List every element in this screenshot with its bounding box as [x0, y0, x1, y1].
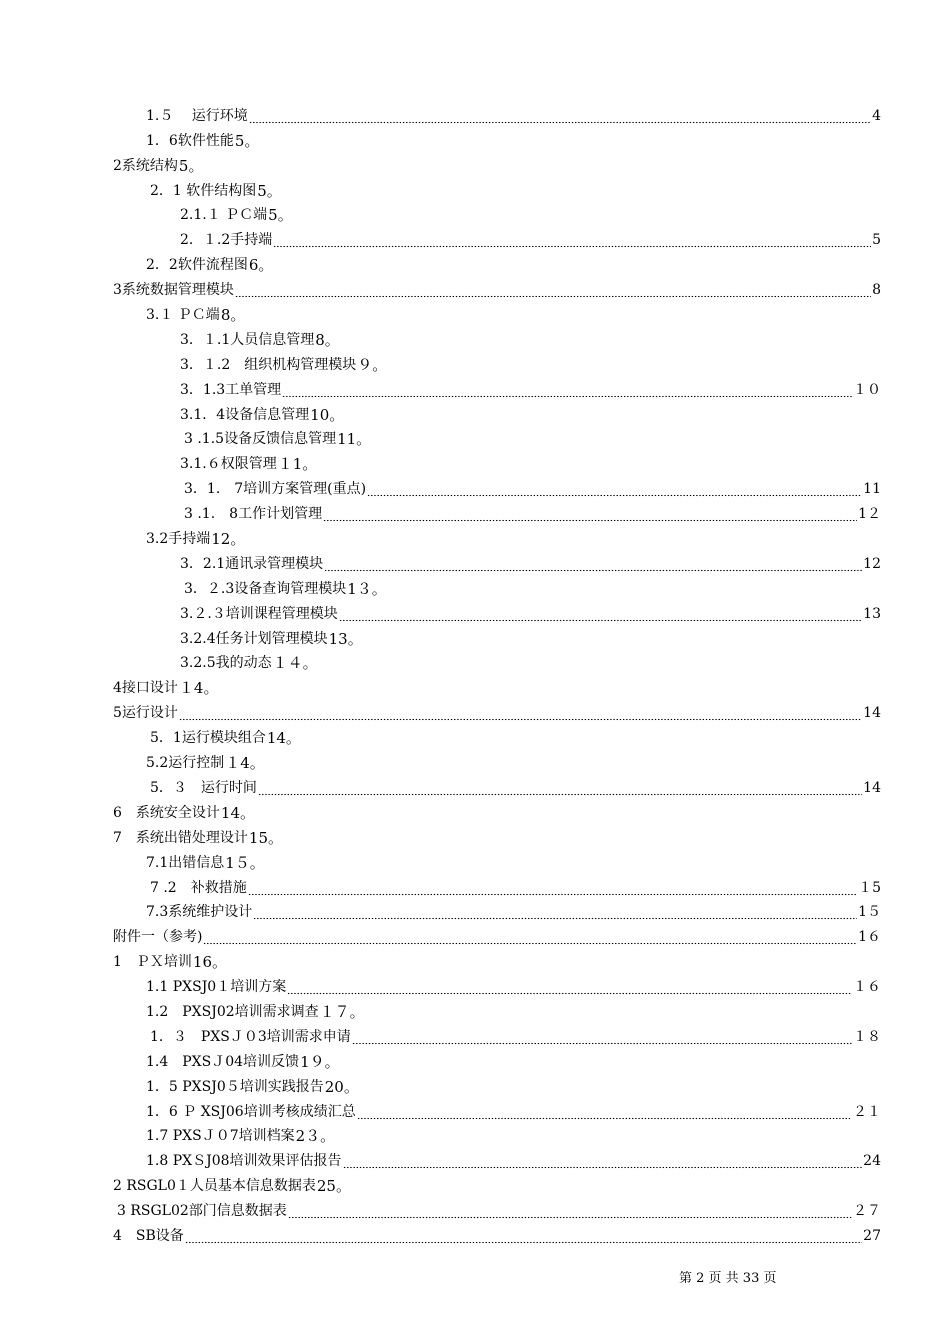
toc-entry[interactable]: [0, 647, 950, 672]
toc-entry-page: 25。: [316, 1177, 351, 1196]
toc-entry[interactable]: [0, 223, 881, 248]
toc-entry-page: 1５: [858, 904, 881, 921]
toc-entry-page: １5: [858, 879, 881, 896]
toc-entry[interactable]: [0, 846, 950, 871]
toc-entry-title: 1.５ 运行环境: [146, 107, 248, 124]
toc-entry-title: 1．6 Ｐ XSJ06培训考核成绩汇总: [146, 1103, 356, 1120]
toc-entry-page: 5。: [178, 156, 204, 175]
toc-entry-title: 附件一（参考): [113, 929, 203, 946]
toc-entry[interactable]: [0, 871, 881, 896]
toc-entry[interactable]: [0, 1144, 881, 1169]
toc-entry-title: 4 SB设备: [113, 1227, 184, 1244]
toc-entry-page: 11。: [337, 430, 372, 449]
toc-entry-title: 7.3系统维护设计: [146, 904, 253, 921]
toc-entry[interactable]: [0, 970, 881, 995]
toc-entry-title: 3．２.3设备查询管理模块: [184, 580, 347, 597]
toc-entry-page: 14。: [266, 729, 301, 748]
toc-entry-page: １７。: [319, 1002, 365, 1021]
toc-entry-title: 4接口设计: [113, 680, 178, 697]
toc-entry-title: 3 .1.5设备反馈信息管理: [184, 431, 337, 448]
toc-entry-title: 3.２.３培训课程管理模块: [180, 605, 338, 622]
toc-entry-page: 4: [872, 107, 881, 124]
toc-entry-page: 11: [863, 481, 881, 498]
toc-entry-page: 1５。: [225, 853, 265, 872]
toc-entry-title: 2．2软件流程图: [146, 257, 248, 274]
toc-entry[interactable]: [0, 995, 950, 1020]
toc-entry[interactable]: [0, 1120, 950, 1145]
toc-entry-title: 3 RSGL02部门信息数据表: [117, 1203, 287, 1220]
toc-entry-page: 8。: [220, 306, 246, 325]
toc-entry[interactable]: [0, 896, 881, 921]
toc-entry-title: 3．2.1通讯录管理模块: [180, 555, 324, 572]
toc-entry-title: 3系统数据管理模块: [113, 282, 234, 299]
dot-leader: [258, 781, 862, 796]
dot-leader: [249, 109, 871, 124]
toc-entry-page: 14: [863, 779, 881, 796]
toc-entry[interactable]: [0, 99, 881, 124]
dot-leader: [253, 905, 857, 920]
dot-leader: [248, 881, 857, 896]
toc-entry-title: 1 ＰＸ培训: [113, 954, 192, 971]
toc-entry-title: 2系统结构: [113, 157, 178, 174]
toc-entry-page: １4。: [225, 754, 265, 773]
toc-entry-page: 1３。: [347, 579, 387, 598]
dot-leader: [203, 930, 857, 945]
toc-entry[interactable]: [0, 796, 950, 821]
toc-entry[interactable]: [0, 398, 950, 423]
dot-leader: [352, 1030, 852, 1045]
toc-entry[interactable]: [0, 821, 950, 846]
dot-leader: [288, 1204, 852, 1219]
dot-leader: [343, 1154, 863, 1169]
toc-entry[interactable]: [0, 522, 950, 547]
toc-entry-page: ２７: [853, 1203, 881, 1220]
toc-entry[interactable]: [0, 547, 881, 572]
toc-entry-title: 3．１.1人员信息管理: [180, 331, 315, 348]
toc-entry[interactable]: [0, 248, 950, 273]
toc-entry-title: 2.1.１ ＰＣ端: [180, 207, 268, 224]
toc-entry-page: 5。: [257, 181, 282, 200]
toc-entry-page: 5。: [234, 131, 260, 150]
toc-entry-page: 13: [863, 605, 881, 622]
toc-entry-title: 3．1. 7培训方案管理(重点): [184, 481, 367, 498]
toc-entry[interactable]: [0, 622, 950, 647]
dot-leader: [323, 507, 857, 522]
toc-entry[interactable]: [0, 1020, 881, 1045]
toc-entry-title: 1.4 PXSＪ04培训反馈: [146, 1053, 300, 1070]
toc-entry-page: 5。: [268, 206, 293, 225]
toc-entry-title: 1．6软件性能: [146, 132, 234, 149]
dot-leader: [185, 1229, 862, 1244]
toc-entry[interactable]: [0, 1095, 881, 1120]
toc-entry-title: 1.1 PXSJ0１培训方案: [146, 979, 287, 996]
toc-entry-page: １８: [853, 1028, 881, 1045]
toc-entry-page: 1６: [858, 929, 881, 946]
toc-entry[interactable]: [0, 671, 950, 696]
toc-entry-title: 3.2手持端: [146, 531, 211, 548]
toc-entry-page: 8。: [315, 330, 340, 349]
toc-entry-title: 5．３ 运行时间: [150, 779, 257, 796]
toc-entry-page: 12。: [211, 530, 246, 549]
toc-entry[interactable]: [0, 199, 950, 224]
toc-entry-page: １４。: [272, 654, 318, 673]
toc-entry[interactable]: [0, 373, 881, 398]
toc-entry[interactable]: [0, 746, 950, 771]
toc-entry-title: 7 .2 补救措施: [150, 879, 247, 896]
toc-entry-title: 3.2.5我的动态: [180, 655, 272, 672]
toc-entry[interactable]: [0, 1194, 881, 1219]
toc-entry-page: １4。: [178, 679, 219, 698]
toc-entry-page: １1。: [277, 455, 318, 474]
toc-entry-page: 1９。: [300, 1052, 340, 1071]
toc-entry[interactable]: [0, 920, 881, 945]
toc-entry[interactable]: [0, 497, 881, 522]
toc-entry-title: 5.2运行控制: [146, 755, 225, 772]
toc-entry[interactable]: [0, 1070, 950, 1095]
toc-entry-title: 3.2.4任务计划管理模块: [180, 630, 328, 647]
toc-entry-page: 20。: [324, 1077, 359, 1096]
dot-leader: [282, 383, 852, 398]
toc-entry-page: 16。: [192, 953, 228, 972]
toc-entry-title: 1.8 PXＳJ08培训效果评估报告: [146, 1153, 342, 1170]
toc-entry-page: 24: [863, 1153, 881, 1170]
toc-entry[interactable]: [0, 1219, 881, 1244]
toc-entry[interactable]: [0, 696, 881, 721]
toc-entry-page: １６: [853, 979, 881, 996]
toc-entry-page: 15。: [248, 828, 284, 847]
toc-entry[interactable]: [0, 472, 881, 497]
dot-leader: [179, 706, 862, 721]
toc-entry-title: 2 RSGL0１人员基本信息数据表: [113, 1178, 316, 1195]
toc-entry[interactable]: [0, 273, 881, 298]
dot-leader: [367, 482, 862, 497]
toc-entry-title: 3．1.3工单管理: [180, 381, 282, 398]
page-number-text: 第 2 页 共 33 页: [679, 1271, 777, 1286]
toc-entry-title: 1．5 PXSJ0５培训实践报告: [146, 1078, 324, 1095]
toc-entry-title: 1.7 PXSＪ０7培训档案: [146, 1128, 295, 1145]
toc-entry[interactable]: [0, 771, 881, 796]
toc-entry-page: 1２: [858, 506, 881, 523]
toc-entry-title: 3.1．4设备信息管理: [180, 406, 310, 423]
toc-entry[interactable]: [0, 298, 950, 323]
toc-entry[interactable]: [0, 124, 950, 149]
table-of-contents: [0, 99, 950, 1244]
toc-entry[interactable]: [0, 1045, 950, 1070]
toc-entry-title: 3.1.６权限管理: [180, 456, 277, 473]
toc-entry-page: 5: [872, 232, 881, 249]
toc-entry[interactable]: [0, 1169, 950, 1194]
toc-entry-title: 6 系统安全设计: [113, 804, 220, 821]
toc-entry-title: 1．３ PXSＪ０3培训需求申请: [150, 1028, 351, 1045]
toc-entry-page: ９。: [357, 355, 388, 374]
toc-entry[interactable]: [0, 447, 950, 472]
toc-entry-page: ２１: [853, 1103, 881, 1120]
toc-entry-page: 13。: [328, 629, 363, 648]
toc-entry-title: 3 .1. 8工作计划管理: [184, 506, 323, 523]
toc-entry-page: 14: [863, 705, 881, 722]
dot-leader: [287, 980, 852, 995]
toc-entry-title: 3.１ ＰＣ端: [146, 307, 220, 324]
dot-leader: [235, 283, 871, 298]
toc-entry-page: 27: [863, 1227, 881, 1244]
toc-entry-title: 2．１.2手持端: [180, 232, 273, 249]
toc-entry-title: 7 系统出错处理设计: [113, 829, 248, 846]
dot-leader: [339, 607, 862, 622]
toc-entry[interactable]: [0, 323, 950, 348]
toc-entry-title: 5运行设计: [113, 705, 178, 722]
toc-entry-page: 2３。: [295, 1127, 336, 1146]
toc-entry-page: 6。: [248, 256, 274, 275]
toc-entry-title: 3．１.2 组织机构管理模块: [180, 356, 357, 373]
toc-entry-page: 12: [863, 555, 881, 572]
toc-entry[interactable]: [0, 423, 950, 448]
toc-entry-page: １０: [853, 381, 881, 398]
dot-leader: [357, 1105, 852, 1120]
dot-leader: [273, 233, 871, 248]
toc-entry-title: 5．1运行模块组合: [150, 730, 266, 747]
toc-entry[interactable]: [0, 721, 950, 746]
toc-entry[interactable]: [0, 174, 950, 199]
toc-entry-page: 8: [872, 282, 881, 299]
dot-leader: [324, 557, 862, 572]
toc-entry[interactable]: [0, 597, 881, 622]
toc-entry-title: 1.2 PXSJ02培训需求调查: [146, 1003, 319, 1020]
toc-entry-page: 14。: [220, 803, 256, 822]
toc-entry-page: 10。: [310, 405, 345, 424]
toc-entry[interactable]: [0, 572, 950, 597]
toc-entry-title: 2．1 软件结构图: [150, 182, 257, 199]
toc-entry-title: 7.1出错信息: [146, 854, 225, 871]
toc-entry[interactable]: [0, 149, 950, 174]
toc-entry[interactable]: [0, 348, 950, 373]
toc-entry[interactable]: [0, 945, 950, 970]
